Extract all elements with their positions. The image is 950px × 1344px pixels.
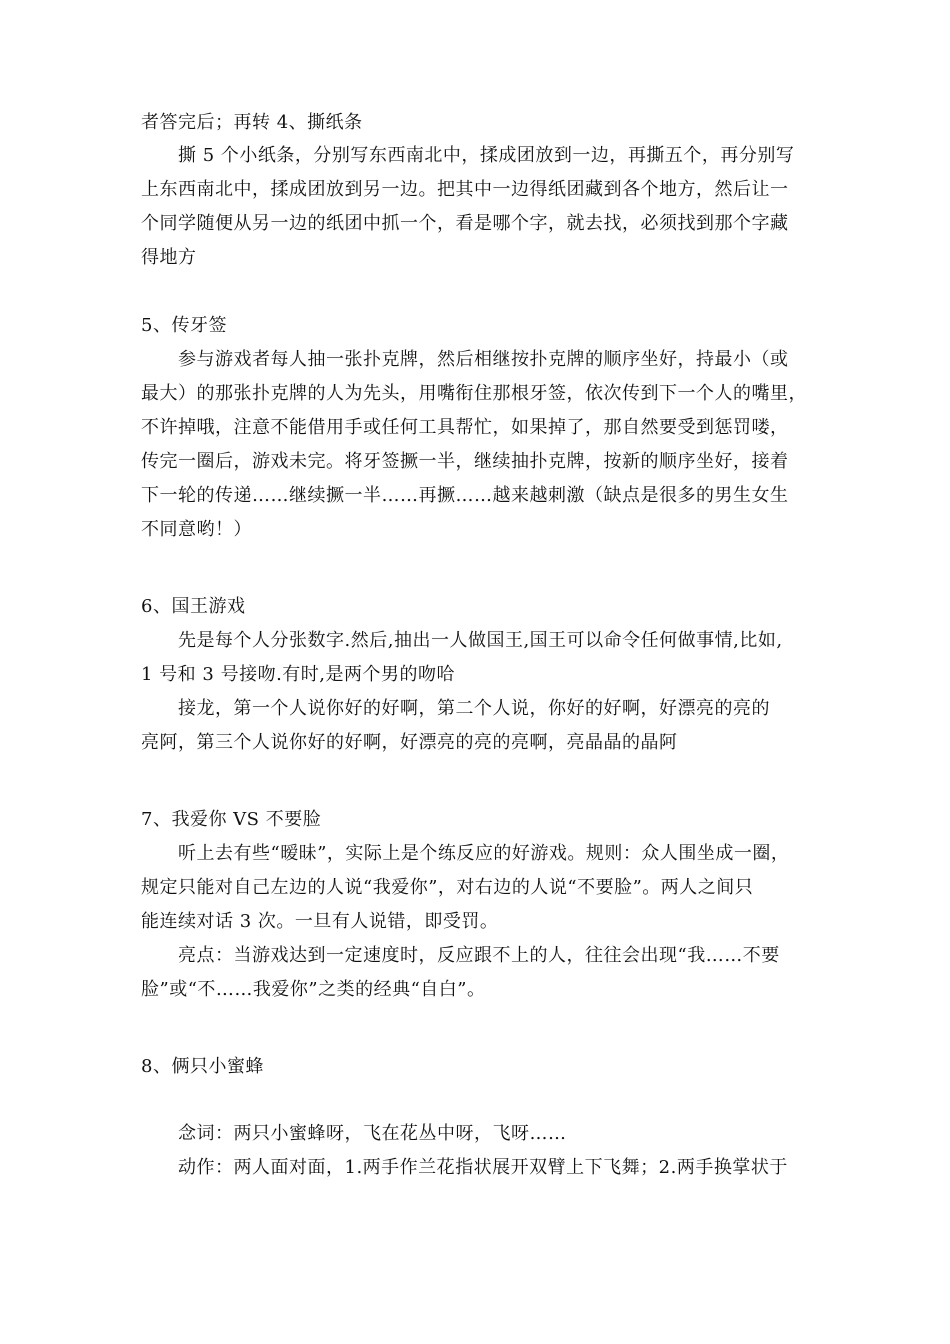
text-line: 接龙，第一个人说你好的好啊，第二个人说，你好的好啊，好漂亮的亮的 [178,698,770,719]
text-line: 能连续对话 3 次。一旦有人说错，即受罚。 [141,911,499,932]
text-line: 者答完后；再转 4、撕纸条 [141,112,363,133]
text-line: 上东西南北中，揉成团放到另一边。把其中一边得纸团藏到各个地方，然后让一 [141,179,789,200]
text-line: 先是每个人分张数字.然后,抽出一人做国王,国王可以命令任何做事情,比如, [178,630,783,651]
section-heading: 5、传牙签 [141,315,227,336]
section-heading: 8、俩只小蜜蜂 [141,1056,264,1077]
section-heading: 6、国王游戏 [141,596,246,617]
section-heading: 7、我爱你 VS 不要脸 [141,809,322,830]
text-line: 最大）的那张扑克牌的人为先头，用嘴衔住那根牙签，依次传到下一个人的嘴里， [141,383,807,404]
text-line: 亮阿，第三个人说你好的好啊，好漂亮的亮的亮啊，亮晶晶的晶阿 [141,732,678,753]
text-line: 念词：两只小蜜蜂呀，飞在花丛中呀，飞呀…… [178,1123,567,1144]
text-line: 不同意哟！） [141,519,252,540]
text-line: 传完一圈后，游戏未完。将牙签撅一半，继续抽扑克牌，按新的顺序坐好，接着 [141,451,789,472]
text-line: 1 号和 3 号接吻.有时,是两个男的吻哈 [141,664,456,685]
text-line: 亮点：当游戏达到一定速度时，反应跟不上的人，往往会出现“我……不要 [178,945,780,966]
text-line: 脸”或“不……我爱你”之类的经典“自白”。 [141,979,486,1000]
text-line: 听上去有些“暧昧”，实际上是个练反应的好游戏。规则：众人围坐成一圈， [178,843,790,864]
text-line: 得地方 [141,247,197,268]
text-line: 规定只能对自己左边的人说“我爱你”，对右边的人说“不要脸”。两人之间只 [141,877,754,898]
text-line: 撕 5 个小纸条，分别写东西南北中，揉成团放到一边，再撕五个，再分别写 [178,145,795,166]
text-line: 动作：两人面对面，1.两手作兰花指状展开双臂上下飞舞；2.两手换掌状于 [178,1157,788,1178]
text-line: 参与游戏者每人抽一张扑克牌，然后相继按扑克牌的顺序坐好，持最小（或 [178,349,789,370]
text-line: 个同学随便从另一边的纸团中抓一个，看是哪个字，就去找，必须找到那个字藏 [141,213,789,234]
text-line: 下一轮的传递……继续撅一半……再撅……越来越刺激（缺点是很多的男生女生 [141,485,789,506]
text-line: 不许掉哦，注意不能借用手或任何工具帮忙，如果掉了，那自然要受到惩罚喽， [141,417,789,438]
